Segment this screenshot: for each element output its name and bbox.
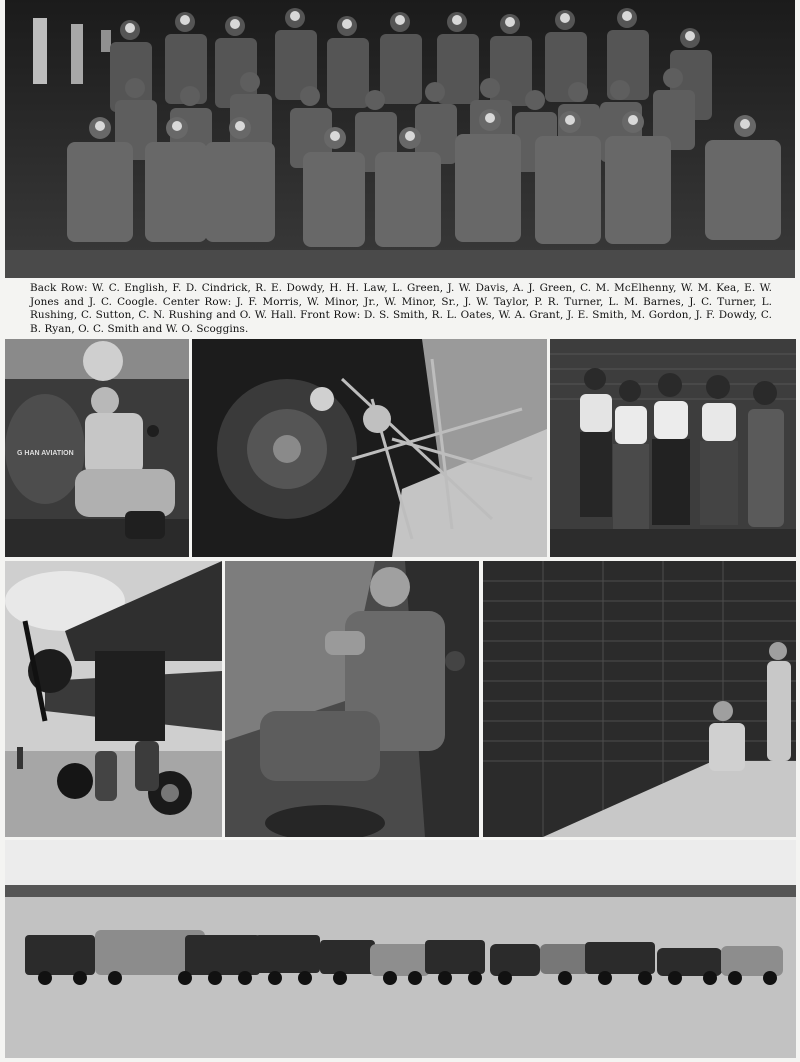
mechanic-sign-text: G HAN AVIATION xyxy=(17,450,74,457)
photo-engine-closeup xyxy=(192,339,547,557)
group-photo-caption: Back Row: W. C. English, F. D. Cindrick, R. E. Dowdy, H. H. Law, L. Green, J. W. Davis, A. J. Green, C. M. McElhenny, W. M. Kea, E. W. Jones and J. C. Coogle. Center Row: J. F. Morris, W. Minor, Jr., W. Minor, Sr., J. W. Taylor, P. R. Turner, L. M. Barnes, J. C. Turner, L. Rushing, C. Sutton, C. N. Rushing and O. W. Hall. Front Row: D. S. Smith, R. L. Oates, W. A. Grant, J. E. Smith, M. Gordon, J. F. Dowdy, C. B. Ryan, O. C. Smith and W. O. Scoggins. xyxy=(30,282,772,335)
photo-worker-painting-wing xyxy=(225,561,479,837)
photo-mechanic-crouching xyxy=(5,339,189,557)
group-photo-mechanics xyxy=(5,0,795,278)
photo-biplane-wheel xyxy=(5,561,222,837)
photo-parts-shelves xyxy=(483,561,796,837)
photo-office-women xyxy=(550,339,796,557)
photo-vehicle-fleet xyxy=(5,840,796,1058)
